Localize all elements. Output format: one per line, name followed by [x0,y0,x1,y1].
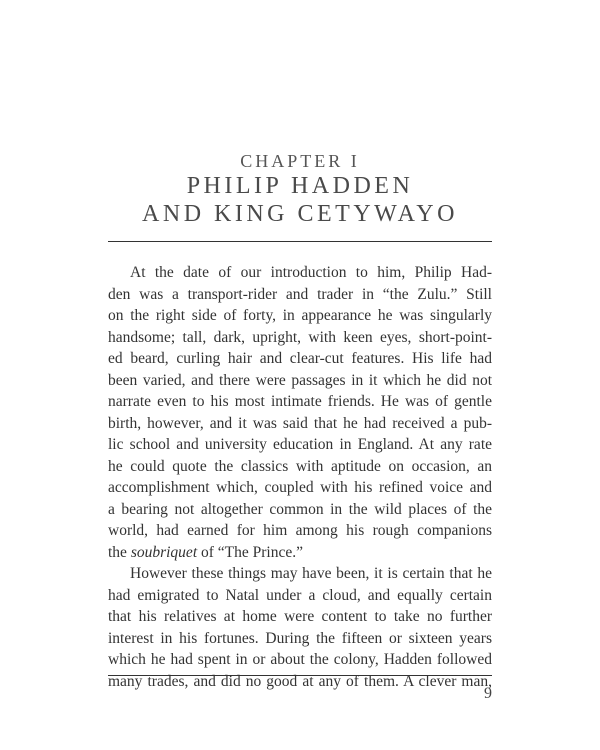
text-line: den was a transport-rider and trader in “the Zulu.” Still [108,285,492,303]
top-divider [108,241,492,242]
text-line: ed beard, curling hair and clear-cut features. His life had [108,350,492,367]
text-line: accomplishment which, coupled with his refined voice and [108,479,492,496]
text-line: world, had earned for him among his rough companions [108,522,492,539]
chapter-title-line-2: AND KING CETYWAYO [142,201,458,227]
body-text [108,262,492,692]
text-line: birth, however, and it was said that he had received a pub- [108,414,492,432]
chapter-title-line-1: PHILIP HADDEN [186,173,414,199]
paragraph-2 [108,563,492,692]
text-line: many trades, and did no good at any of them. A clever man, [108,672,492,690]
paragraph-1 [108,262,492,563]
text-line: he could quote the classics with aptitude on occasion, an [108,457,492,475]
text-line: had emigrated to Natal under a cloud, and equally certain [108,586,492,604]
text-line: which he had spent in or about the colony, Hadden followed [108,651,492,668]
text-line: narrate even to his most intimate friends. He was of gentle [108,393,492,410]
text-line: a bearing not altogether common in the wild places of the [108,500,492,518]
text-line: However these things may have been, it is certain that he [130,565,492,582]
text-line [108,542,492,564]
chapter-number: CHAPTER I [240,151,360,171]
text-line: that his relatives at home were content to take no further [108,608,492,625]
text-line: At the date of our introduction to him, Philip Had- [130,264,492,281]
text-line: handsome; tall, dark, upright, with keen eyes, short-point- [108,328,492,346]
text-line: on the right side of forty, in appearance he was singularly [108,307,492,324]
text-line: interest in his fortunes. During the fifteen or sixteen years [108,629,492,647]
text-line: lic school and university education in England. At any rate [108,436,492,453]
text-fragment: of “The Prince.” [197,543,303,561]
bottom-divider [108,675,492,676]
chapter-title [0,172,600,228]
page-number: 9 [484,685,492,702]
text-fragment: the [108,543,131,561]
italic-term: soubriquet [130,543,198,561]
text-line: been varied, and there were passages in it which he did not [108,371,492,389]
